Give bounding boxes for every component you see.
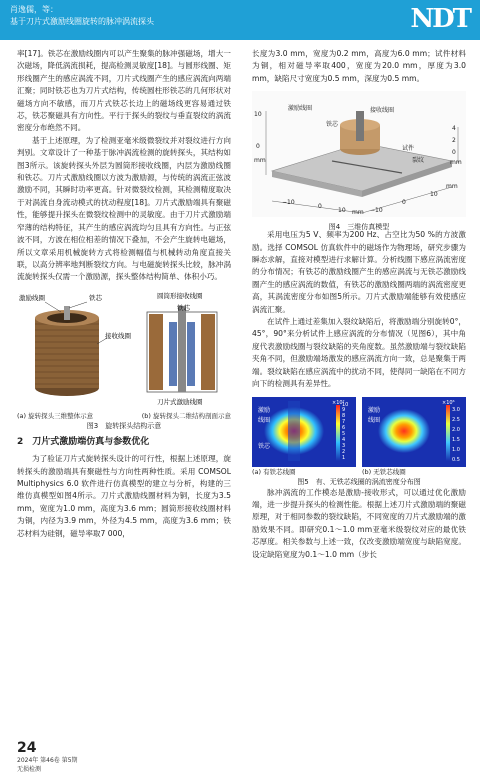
figure-3-caption: 图3 旋转探头结构示意 [86,422,162,431]
fig5a-tick: 5 [342,431,346,438]
journal-logo: NDT [410,4,470,34]
page-number: 24 [17,740,37,756]
probe-3d-illustration [35,302,107,396]
fig3b-label-exciter: 刀片式激励线圈 [157,397,203,406]
figure-4 [252,91,466,229]
fig4-label-crack: 裂纹 [412,157,425,165]
fig5a-tick: 3 [342,442,346,449]
figure-3 [17,288,231,430]
fig5a-label: 激励 [258,406,271,414]
fig4-xtick: mm [352,209,364,217]
fig3b-label-core: 铁芯 [177,303,190,312]
fig4-label-core: 铁芯 [326,121,339,129]
header-authors: 肖逸儒，等： [10,5,58,14]
fig4-xtick: 10 [338,207,346,215]
fig4-ytick: mm [446,183,458,191]
fig5a-sublabel: (a) 有铁芯线圈 [252,467,296,476]
fig5a-label: 铁芯 [258,442,271,450]
fig4-label-specimen: 试件 [402,145,415,153]
fig4-ztick: mm [254,157,266,165]
fig4-xtick: 0 [318,203,322,211]
fig5a-tick: 8 [342,413,346,420]
journal-name: 无损检测 [17,766,42,773]
fig5b-tick: 2.0 [452,426,460,433]
fig5a-scale-title: ×10⁷ [332,399,345,406]
left-column [17,48,231,540]
fig4-labels [252,91,466,217]
fig5b-sublabel: (b) 无铁芯线圈 [362,467,406,476]
fig4-rtick: mm [450,159,462,167]
fig4-label-exciter: 激励线圈 [288,105,313,113]
page-header [0,0,480,40]
fig3b-label-receiver: 圆筒形接收线圈 [157,291,203,300]
fig5a-tick: 2 [342,448,346,455]
fig3a-label-core: 铁芯 [89,293,102,302]
figure-3-drawing [17,288,231,408]
fig4-xtick: −10 [282,199,295,207]
fig4-ytick: 10 [430,191,438,199]
fig5a-panel [252,397,356,477]
fig5b-tick: 2.5 [452,416,460,423]
fig5a-tick: 9 [342,407,346,414]
fig4-label-receiver: 接收线圈 [370,107,395,115]
fig4-ytick: 0 [402,199,406,207]
paragraph: 长度为3.0 mm，宽度为0.2 mm，高度为6.0 mm；试件材料为铜，相对磁导率取400，宽度为20.0 mm，厚度为3.0 mm，缺陷尺寸宽度为0.5 mm，深度为0.5 mm。 [252,49,466,83]
fig5a-label: 线圈 [258,416,271,424]
fig5a-tick: 6 [342,425,346,432]
figure-5 [252,397,466,487]
fig5b-scale-title: ×10⁶ [442,399,455,406]
paragraph: 在试件上通过差集加入裂纹缺陷后，将激励端分别旋转0°，45°，90°来分析试件上感应涡流的分布情况（见图6），其中角度代表激励线圈与裂纹缺陷的夹角度数。虽然激励端与裂纹缺陷夹角不同，但激励端场激发的感应涡流方向一致，总是聚集于两端。裂纹缺陷在感应涡流中的扰动不同，使得同一缺陷在不同方向下的检测具有差异性。 [252,317,466,389]
fig5b-tick: 3.0 [452,406,460,413]
fig4-ytick: −10 [370,207,383,215]
paragraph: 采用电压为5 V、频率为200 Hz、占空比为50 %的方波激励。选择 COMSOL 仿真软件中的磁场作为物理场，研究步骤为瞬态求解，直接对模型进行求解计算。分析线圈下感应涡流密度的分布情况；有铁芯的激励线圈产生的感应涡流与无铁芯激励线圈产生的感应涡流的数值，有铁芯的激励线圈两端的涡流密度更高，其涡流密度分布如图5所示。刀片式激励端能够有效使感应涡流汇聚。 [252,230,466,314]
fig4-ztick: 0 [256,143,260,151]
right-column [252,48,466,561]
fig5a-tick: 1 [342,454,346,461]
header-title: 基于刀片式激励线圈旋转的脉冲涡流探头 [10,17,154,26]
fig4-ztick: 10 [254,111,262,119]
fig5a-tick: 7 [342,419,346,426]
fig5b-tick: 0.5 [452,456,460,463]
fig3a-label-receiver: 接收线圈 [105,331,131,340]
fig4-rtick: 4 [452,125,456,133]
paragraph: 基于上述原理，为了检测亚毫米级微裂纹并对裂纹进行方向判别。文章设计了一种基于脉冲涡流检测的旋转探头，其结构如图3所示。该旋转探头外层为圆筒形接收线圈，内层为激励线圈和铁芯。刀片式激励线圈以方波为激励源，与传统的涡流正弦波激励不同，其瞬时功率更高。针对微裂纹检测，其检测精度取决于对涡流自身流动模式的扰动程度[18]。刀片式激励端具有聚磁性，能够提升探头在微裂纹检测中的灵敏度。由于刀片式激励端窄薄的结构特征，其产生的感应涡流均匀且具有方向性。与正弦波不同，方波在相位相差的情况下叠加，不会产生旋转电磁场，所以文章采用机械旋转方式将检测幅值与机械转动角度直接关联，以高分辨率地判断裂纹方向。与电磁旋转探头比较，脉冲涡流旋转探头仅需一个激励源，探头整体结构简单、体积小巧。 [17,135,231,282]
fig5b-panel [362,397,466,477]
figure-4-caption: 图4 三维仿真模型 [328,222,390,231]
figure-5-caption: 图5 有、无铁芯线圈的涡流密度分布图 [297,477,421,486]
fig4-rtick: 0 [452,149,456,157]
fig5a-tick: 10 [342,401,349,408]
fig5b-tick: 1.5 [452,436,460,443]
fig5b-tick: 1.0 [452,446,460,453]
paragraph: 脉冲涡流的工作模态是激励-接收形式，可以通过优化激励端，进一步提升探头的检测性能。根据上述刀片式激励端的聚磁原理，对于相同参数的裂纹缺陷，不同宽度的刀片式激励端的激励效果不同。即研究0.1～1.0 mm亚毫米级裂纹对应的最优铁芯厚度。相关参数与上述一致，仅改变激励端宽度与缺陷宽度。设定缺陷宽度为0.1～1.0 mm（步长 [252,487,466,559]
fig5a-tick: 4 [342,436,346,443]
fig5b-label: 线圈 [368,416,381,424]
probe-section-illustration [147,306,217,392]
page-footer [17,740,78,774]
fig3b-sublabel: (b) 旋转探头二维结构剖面示意 [141,412,231,421]
fig4-rtick: 2 [452,137,456,145]
journal-issue: 2024年 第46卷 第5期 [17,757,78,764]
section-heading: 2 刀片式激励端仿真与参数优化 [17,436,150,447]
fig5b-label: 激励 [368,406,381,414]
fig3a-label-coil: 激励线圈 [19,293,45,302]
paragraph: 率[17]。铁芯在激励线圈内可以产生聚集的脉冲强磁场，增大一次磁场，降低涡流损耗，提高检测灵敏度[18]。与圆形线圈、矩形线圈产生的感应涡流不同，刀片式线圈产生的感应涡流向两端汇聚；同时铁芯也为刀片式结构，传统圆柱形铁芯的几何形状对磁场方向不敏感，而刀片式铁芯长边上的磁场线更容易通过铁芯，铁芯聚磁具有方向性。平行于探头的裂纹与垂直裂纹的涡流密度分布绝然不同。 [17,49,231,133]
fig3a-sublabel: (a) 旋转探头三维整体示意 [17,412,94,421]
paragraph: 为了验证刀片式旋转探头设计的可行性，根据上述原理，旋转探头的激励端具有聚磁性与方向性两种性质。采用 COMSOL Multiphysics 6.0 软件进行仿真模型的建立与分析，构建的三维仿真模型如图4所示。刀片式激励线圈材料为铜，长度为3.5 mm，宽度为1.0 mm，高度为3.6 mm；圆筒形接收线圈材料为铜，内径为3.9 mm，外径为4.5 mm，高度为3.6 mm；铁芯材料为硅钢，磁导率取7 000， [17,454,231,538]
